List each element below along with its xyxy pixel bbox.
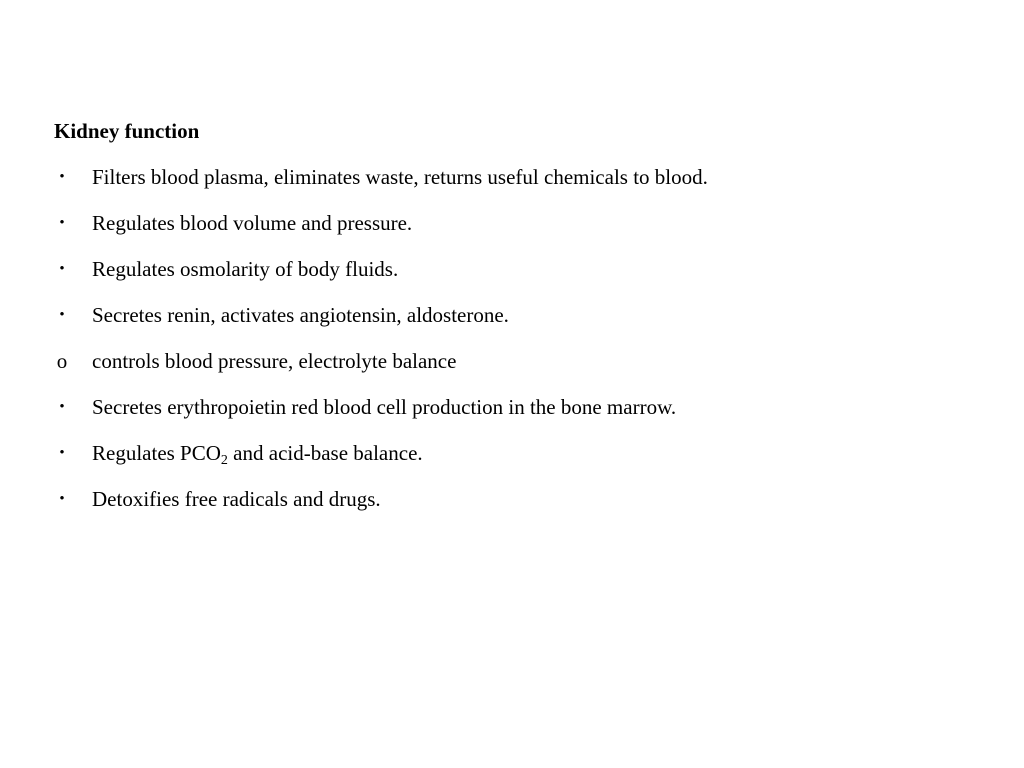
bullet-icon: •: [59, 491, 65, 507]
list-item: [0, 210, 1024, 256]
bullet-icon: •: [59, 445, 65, 461]
list-item-text: Secretes renin, activates angiotensin, aldosterone.: [92, 303, 509, 327]
bullet-icon: •: [59, 215, 65, 231]
list-item-text: Secretes erythropoietin red blood cell production in the bone marrow.: [92, 395, 677, 419]
bullet-icon: •: [59, 399, 65, 415]
list-item: [0, 486, 1024, 532]
list-item-text: controls blood pressure, electrolyte balance: [92, 349, 457, 373]
bullet-icon: •: [59, 169, 65, 185]
list-item-text: Filters blood plasma, eliminates waste, returns useful chemicals to blood.: [92, 165, 708, 189]
page-title: Kidney function: [54, 119, 200, 143]
list-item-text-before: Regulates PCO: [92, 441, 221, 465]
list-item: [0, 164, 1024, 210]
subscript: 2: [220, 453, 228, 468]
list-item-text: [92, 440, 423, 466]
list-item: [0, 256, 1024, 302]
list-item-text: Detoxifies free radicals and drugs.: [92, 487, 381, 511]
list-item: [0, 302, 1024, 348]
list-item: [0, 394, 1024, 440]
list-item: [0, 440, 1024, 486]
list-item-text-after: and acid-base balance.: [227, 441, 423, 465]
list-item-text: Regulates blood volume and pressure.: [92, 211, 413, 235]
bullet-icon: •: [59, 261, 65, 277]
bullet-icon: •: [59, 307, 65, 323]
hollow-bullet-icon: o: [56, 349, 68, 373]
function-list: [0, 164, 1024, 532]
list-item-text: Regulates osmolarity of body fluids.: [92, 257, 399, 281]
list-item: [0, 348, 1024, 394]
